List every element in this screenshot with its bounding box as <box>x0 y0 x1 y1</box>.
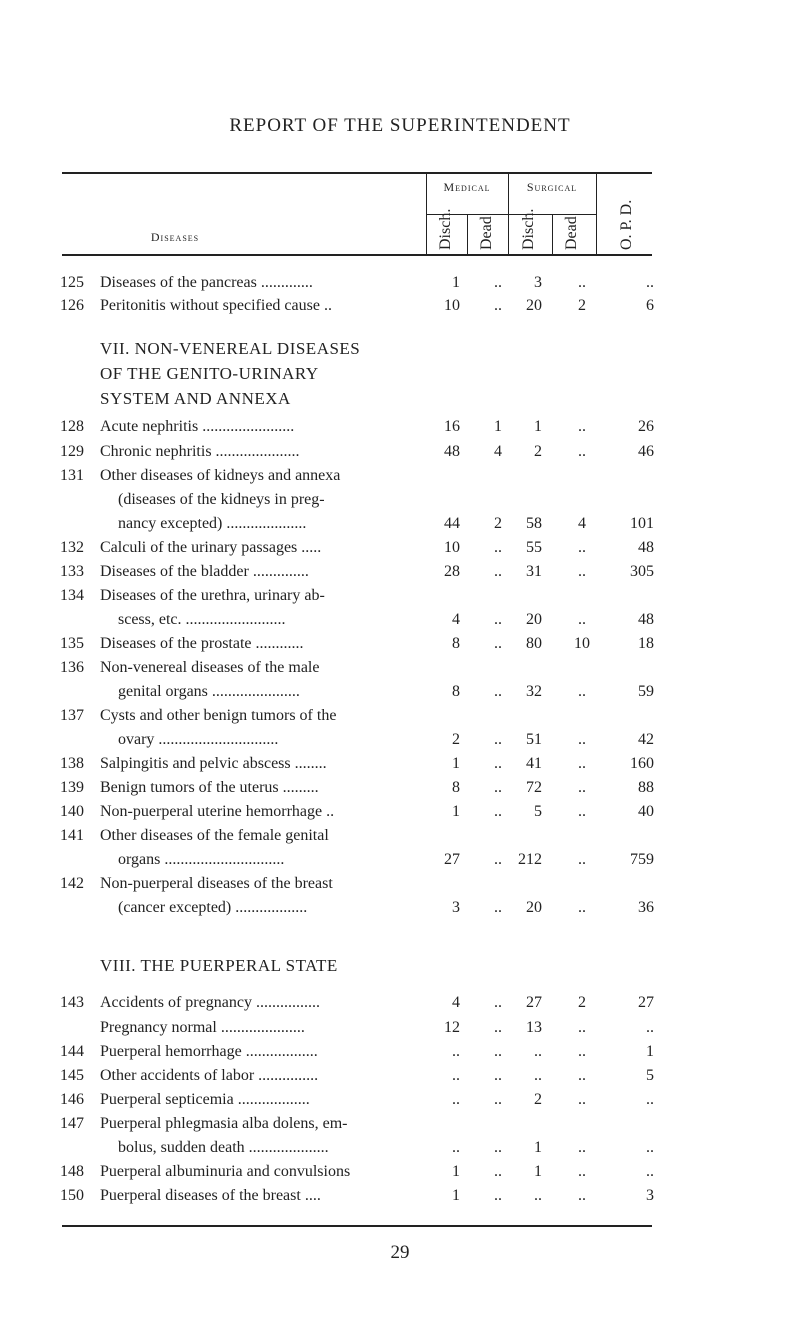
surgical-disch: 2 <box>534 443 542 460</box>
medical-disch: 12 <box>444 1019 460 1036</box>
row-disease: Puerperal albuminuria and convulsions <box>100 1163 351 1180</box>
medical-dead: .. <box>494 539 502 556</box>
medical-header: Medical <box>443 180 491 194</box>
medical-disch: 10 <box>444 297 460 314</box>
surgical-dead: .. <box>578 1163 586 1180</box>
section-heading <box>100 336 360 411</box>
surgical-dead: .. <box>578 274 586 291</box>
surgical-disch: 20 <box>526 611 542 628</box>
surgical-disch: 2 <box>534 1091 542 1108</box>
opd-count: 40 <box>638 803 654 820</box>
row-disease: Peritonitis without specified cause .. <box>100 297 332 314</box>
medical-disch: .. <box>452 1067 460 1084</box>
medical-disch: 16 <box>444 418 460 435</box>
surgical-disch: 32 <box>526 683 542 700</box>
row-disease: Other diseases of the female genital <box>100 827 329 844</box>
surgical-dead: 2 <box>578 297 586 314</box>
header-top-rule <box>62 172 652 174</box>
opd-count: 42 <box>638 731 654 748</box>
row-disease: Cysts and other benign tumors of the <box>100 707 337 724</box>
medical-dead: .. <box>494 611 502 628</box>
header-bottom-rule <box>62 254 652 256</box>
medical-dead: .. <box>494 1043 502 1060</box>
row-disease: Calculi of the urinary passages ..... <box>100 539 322 556</box>
medical-disch: 1 <box>452 274 460 291</box>
surgical-disch: 72 <box>526 779 542 796</box>
medical-disch: 4 <box>452 611 460 628</box>
surgical-dead: .. <box>578 1019 586 1036</box>
row-number: 144 <box>60 1043 84 1060</box>
row-number: 131 <box>60 467 84 484</box>
row-number: 141 <box>60 827 84 844</box>
medical-disch: .. <box>452 1043 460 1060</box>
row-disease: (cancer excepted) .................. <box>118 899 308 916</box>
row-number: 128 <box>60 418 84 435</box>
row-number: 145 <box>60 1067 84 1084</box>
surgical-dead: .. <box>578 779 586 796</box>
medical-disch: 27 <box>444 851 460 868</box>
surgical-dead: 2 <box>578 994 586 1011</box>
medical-dead: .. <box>494 851 502 868</box>
medical-dead: .. <box>494 755 502 772</box>
row-disease: Other diseases of kidneys and annexa <box>100 467 341 484</box>
surgical-disch: 3 <box>534 274 542 291</box>
row-number: 137 <box>60 707 84 724</box>
surgical-disch: 20 <box>526 899 542 916</box>
medical-disch: 10 <box>444 539 460 556</box>
medical-dead: .. <box>494 731 502 748</box>
medical-dead: .. <box>494 683 502 700</box>
opd-count: .. <box>646 1163 654 1180</box>
section-heading-line: SYSTEM AND ANNEXA <box>100 389 291 408</box>
opd-count: 48 <box>638 611 654 628</box>
surgical-dead: .. <box>578 1139 586 1156</box>
page-number: 29 <box>390 1242 410 1263</box>
medical-disch: 1 <box>452 1163 460 1180</box>
table-bottom-rule <box>62 1225 652 1227</box>
surgical-disch: 212 <box>518 851 542 868</box>
medical-disch-header: Disch. <box>437 208 454 250</box>
medical-dead: .. <box>494 779 502 796</box>
medical-disch: 2 <box>452 731 460 748</box>
surgical-disch: 31 <box>526 563 542 580</box>
row-disease: Diseases of the pancreas ............. <box>100 274 313 291</box>
surgical-dead: .. <box>578 899 586 916</box>
medical-dead: 4 <box>494 443 502 460</box>
medical-dead: 1 <box>494 418 502 435</box>
medical-disch: 4 <box>452 994 460 1011</box>
medical-disch: 28 <box>444 563 460 580</box>
medical-dead: .. <box>494 1163 502 1180</box>
surgical-dead: .. <box>578 539 586 556</box>
surgical-dead: .. <box>578 1187 586 1204</box>
opd-count: 36 <box>638 899 654 916</box>
medical-disch: 8 <box>452 779 460 796</box>
row-disease: organs .............................. <box>118 851 285 868</box>
page-title: REPORT OF THE SUPERINTENDENT <box>229 115 571 136</box>
opd-count: 27 <box>638 994 654 1011</box>
medical-dead: .. <box>494 803 502 820</box>
medical-dead: .. <box>494 297 502 314</box>
medical-disch: 1 <box>452 1187 460 1204</box>
row-disease: Puerperal septicemia .................. <box>100 1091 310 1108</box>
opd-count: 88 <box>638 779 654 796</box>
row-disease: Diseases of the urethra, urinary ab- <box>100 587 325 604</box>
opd-divider <box>596 172 597 256</box>
section-heading-line: VII. NON-VENEREAL DISEASES <box>100 339 361 358</box>
medical-dead: .. <box>494 1139 502 1156</box>
row-disease: Puerperal diseases of the breast .... <box>100 1187 321 1204</box>
row-number: 146 <box>60 1091 84 1108</box>
diseases-header: Diseases <box>150 230 200 244</box>
opd-count: 160 <box>630 755 654 772</box>
opd-count: 59 <box>638 683 654 700</box>
surgical-disch: 51 <box>526 731 542 748</box>
row-disease: nancy excepted) .................... <box>118 515 307 532</box>
medical-disch: 8 <box>452 683 460 700</box>
surgical-header: Surgical <box>526 180 578 194</box>
medical-dead: .. <box>494 1187 502 1204</box>
surgical-disch: 27 <box>526 994 542 1011</box>
surgical-dead: .. <box>578 563 586 580</box>
opd-header: O. P. D. <box>618 199 635 250</box>
row-disease: Benign tumors of the uterus ......... <box>100 779 319 796</box>
medical-disch: 8 <box>452 635 460 652</box>
surgical-dead: .. <box>578 611 586 628</box>
row-number: 142 <box>60 875 84 892</box>
row-number: 133 <box>60 563 84 580</box>
row-disease: Puerperal hemorrhage .................. <box>100 1043 318 1060</box>
medical-dead: .. <box>494 635 502 652</box>
surgical-dead: .. <box>578 803 586 820</box>
row-disease: Diseases of the bladder .............. <box>100 563 309 580</box>
row-number: 139 <box>60 779 84 796</box>
surgical-dead: .. <box>578 418 586 435</box>
medical-disch: 48 <box>444 443 460 460</box>
opd-count: 46 <box>638 443 654 460</box>
row-number: 148 <box>60 1163 84 1180</box>
surgical-disch: 13 <box>526 1019 542 1036</box>
opd-count: 759 <box>630 851 654 868</box>
opd-count: 5 <box>646 1067 654 1084</box>
medical-dead: .. <box>494 563 502 580</box>
opd-count: .. <box>646 1019 654 1036</box>
medical-dead-header: Dead <box>478 216 495 250</box>
row-number: 132 <box>60 539 84 556</box>
opd-count: 48 <box>638 539 654 556</box>
row-number: 147 <box>60 1115 84 1132</box>
surgical-dead: .. <box>578 731 586 748</box>
opd-count: 1 <box>646 1043 654 1060</box>
row-disease: scess, etc. ......................... <box>118 611 286 628</box>
row-number: 138 <box>60 755 84 772</box>
row-disease: Acute nephritis ....................... <box>100 418 295 435</box>
surgical-dead: .. <box>578 443 586 460</box>
surgical-disch: 5 <box>534 803 542 820</box>
medical-dead: .. <box>494 1067 502 1084</box>
surgical-dead: 4 <box>578 515 586 532</box>
row-disease: Non-puerperal diseases of the breast <box>100 875 333 892</box>
surgical-sub-divider <box>552 214 553 256</box>
surgical-disch: 58 <box>526 515 542 532</box>
medical-dead: .. <box>494 1019 502 1036</box>
medical-disch: 3 <box>452 899 460 916</box>
row-number: 126 <box>60 297 84 314</box>
surgical-disch: 1 <box>534 1139 542 1156</box>
surgical-disch: 41 <box>526 755 542 772</box>
row-disease: Non-puerperal uterine hemorrhage .. <box>100 803 335 820</box>
row-number: 150 <box>60 1187 84 1204</box>
medical-disch: .. <box>452 1139 460 1156</box>
row-number: 134 <box>60 587 84 604</box>
row-disease: (diseases of the kidneys in preg- <box>118 491 325 508</box>
surgical-dead: .. <box>578 851 586 868</box>
row-number: 136 <box>60 659 84 676</box>
section-heading <box>100 953 338 978</box>
medical-dead: .. <box>494 274 502 291</box>
surgical-disch: 1 <box>534 418 542 435</box>
opd-count: .. <box>646 1091 654 1108</box>
row-number: 135 <box>60 635 84 652</box>
row-disease: ovary .............................. <box>118 731 279 748</box>
section-heading-line: OF THE GENITO-URINARY <box>100 364 319 383</box>
medical-dead: 2 <box>494 515 502 532</box>
section-heading-line: VIII. THE PUERPERAL STATE <box>100 956 338 975</box>
opd-count: 3 <box>646 1187 654 1204</box>
opd-count: 101 <box>630 515 654 532</box>
surgical-dead: .. <box>578 1067 586 1084</box>
surgical-disch: 20 <box>526 297 542 314</box>
row-number: 125 <box>60 274 84 291</box>
surgical-disch: .. <box>534 1043 542 1060</box>
row-disease: Non-venereal diseases of the male <box>100 659 320 676</box>
row-number: 140 <box>60 803 84 820</box>
opd-count: 305 <box>630 563 654 580</box>
row-number: 143 <box>60 994 84 1011</box>
opd-count: .. <box>646 1139 654 1156</box>
medical-dead: .. <box>494 1091 502 1108</box>
surgical-dead: .. <box>578 683 586 700</box>
surgical-disch: .. <box>534 1187 542 1204</box>
surgical-dead: 10 <box>574 635 590 652</box>
opd-count: .. <box>646 274 654 291</box>
row-disease: Pregnancy normal ..................... <box>100 1019 305 1036</box>
surgical-dead: .. <box>578 1043 586 1060</box>
row-disease: bolus, sudden death .................... <box>118 1139 329 1156</box>
row-disease: genital organs ...................... <box>118 683 300 700</box>
medical-disch: .. <box>452 1091 460 1108</box>
medical-disch: 1 <box>452 755 460 772</box>
medical-dead: .. <box>494 899 502 916</box>
row-disease: Puerperal phlegmasia alba dolens, em- <box>100 1115 348 1132</box>
row-disease: Accidents of pregnancy ................ <box>100 994 320 1011</box>
medical-dead: .. <box>494 994 502 1011</box>
opd-count: 26 <box>638 418 654 435</box>
surgical-disch-header: Disch. <box>520 208 537 250</box>
row-disease: Diseases of the prostate ............ <box>100 635 304 652</box>
row-disease: Salpingitis and pelvic abscess ........ <box>100 755 327 772</box>
surgical-disch: 55 <box>526 539 542 556</box>
surgical-disch: 80 <box>526 635 542 652</box>
surgical-disch: 1 <box>534 1163 542 1180</box>
row-disease: Chronic nephritis ..................... <box>100 443 300 460</box>
medical-disch: 44 <box>444 515 460 532</box>
medical-sub-divider <box>467 214 468 256</box>
row-disease: Other accidents of labor ............... <box>100 1067 319 1084</box>
opd-count: 6 <box>646 297 654 314</box>
surgical-dead-header: Dead <box>563 216 580 250</box>
medical-disch: 1 <box>452 803 460 820</box>
row-number: 129 <box>60 443 84 460</box>
surgical-disch: .. <box>534 1067 542 1084</box>
surgical-dead: .. <box>578 1091 586 1108</box>
surgical-dead: .. <box>578 755 586 772</box>
opd-count: 18 <box>638 635 654 652</box>
